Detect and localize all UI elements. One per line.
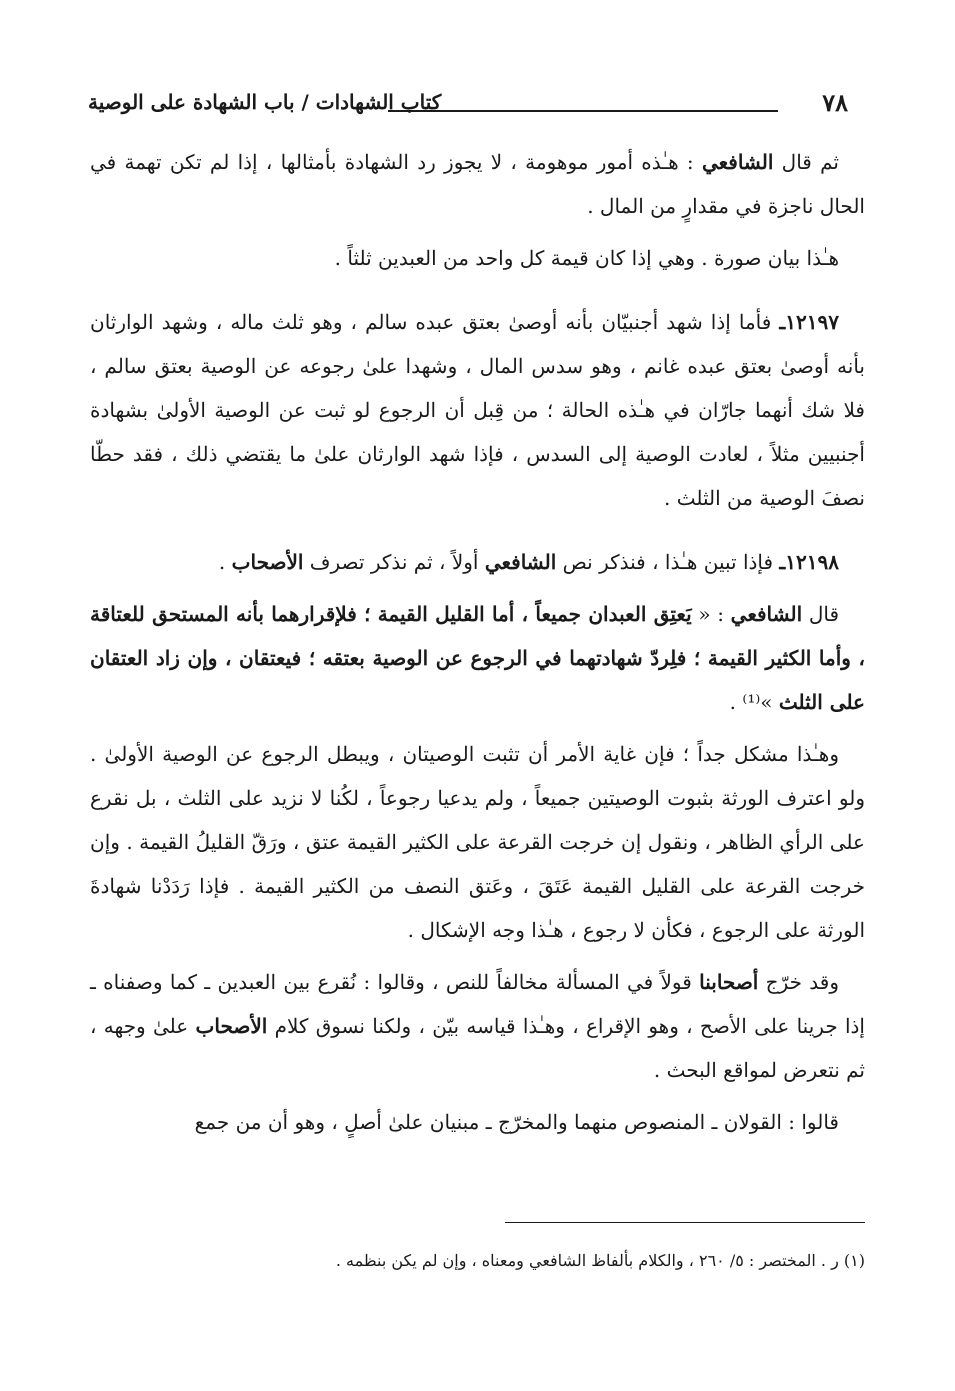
text-segment: وهـٰذا مشكل جداً ؛ فإن غاية الأمر أن تثبت الوصيتان ، ويبطل الرجوع عن الوصية الأولىٰ . ولو اعترف الورثة بثبوت الوصيتين جميعاً ، ولم يدعيا رجوعاً ، لكُنا لا نزيد على الثلث ، بل نقرع على الرأي الظاهر ، ونقول إن خرجت القرعة على الكثير القيمة عتق ، ورَقّ القليلُ القيمة . وإن خرجت القرعة على القليل القيمة عَتَقَ ، وعَتق النصف من الكثير القيمة . فإذا رَدَدْنا شهادةَ الورثة على الرجوع ، فكأن لا رجوع ، هـٰذا وجه الإشكال .: [90, 742, 865, 942]
text-segment: »⁽¹⁾ .: [729, 690, 779, 714]
footnote-rule: [505, 1222, 865, 1223]
paragraph: [90, 236, 865, 280]
text-segment: فإذا تبين هـٰذا ، فنذكر نص: [556, 550, 780, 574]
text-segment: أولاً ، ثم نذكر تصرف: [303, 550, 485, 574]
paragraph-number: ١٢١٩٧ـ: [779, 310, 839, 334]
bold-text: الأصحاب: [195, 1014, 268, 1038]
running-title: كتاب الشهادات / باب الشهادة على الوصية: [88, 90, 442, 114]
bold-text: الشافعي: [730, 602, 803, 626]
paragraph: [90, 140, 865, 228]
paragraph: [90, 1100, 865, 1144]
text-segment: علىٰ وجهه ، ثم نتعرض لمواقع البحث .: [90, 1014, 865, 1082]
paragraph: [90, 960, 865, 1092]
bold-text: الأصحاب: [231, 550, 304, 574]
bold-text: الشافعي: [484, 550, 557, 574]
header-rule: [388, 110, 778, 112]
bold-text: يَعتِق العبدان جميعاً ، أما القليل القيمة ؛ فلإقرارهما بأنه المستحق للعتاقة ، وأما الكثير القيمة ؛ فلِردّ شهادتهما في الرجوع عن الوصية بعتقه ؛ فيعتقان ، وإن زاد العتقان على الثلث: [90, 602, 865, 714]
main-text: [90, 140, 865, 1152]
page-header: [88, 86, 848, 122]
bold-text: الشافعي: [701, 150, 774, 174]
numbered-paragraph: [90, 540, 865, 584]
text-segment: قال: [802, 602, 840, 626]
paragraph: [90, 592, 865, 724]
bold-text: أصحابنا: [699, 970, 759, 994]
footnote-marker: (١): [843, 1251, 865, 1270]
text-segment: : «: [691, 602, 731, 626]
numbered-paragraph: [90, 300, 865, 520]
text-segment: قولاً في المسألة مخالفاً للنص ، وقالوا : نُقرع بين العبدين ـ كما وصفناه ـ إذا جرينا على الأصح ، وهو الإقراع ، وهـٰذا قياسه بيّن ، ولكنا نسوق كلام: [90, 970, 865, 1038]
text-segment: .: [218, 550, 232, 574]
footnote: [90, 1248, 865, 1274]
text-segment: ثم قال: [773, 150, 839, 174]
page-number: ٧٨: [822, 88, 848, 117]
text-segment: : هـٰذه أمور موهومة ، لا يجوز رد الشهادة بأمثالها ، إذا لم تكن تهمة في الحال ناجزة في مقدارٍ من المال .: [90, 150, 865, 218]
paragraph: [90, 732, 865, 952]
text-segment: قالوا : القولان ـ المنصوص منهما والمخرّج ـ مبنيان علىٰ أصلٍ ، وهو أن من جمع: [194, 1110, 839, 1134]
text-segment: هـٰذا بيان صورة . وهي إذا كان قيمة كل واحد من العبدين ثلثاً .: [334, 246, 839, 270]
paragraph-number: ١٢١٩٨ـ: [779, 550, 839, 574]
text-segment: وقد خرّج: [758, 970, 839, 994]
text-segment: فأما إذا شهد أجنبيّان بأنه أوصىٰ بعتق عبده سالم ، وهو ثلث ماله ، وشهد الوارثان بأنه أوصىٰ بعتق عبده غانم ، وهو سدس المال ، وشهدا علىٰ رجوعه عن الوصية بعتق سالم ، فلا شك أنهما جارّان في هـٰذه الحالة ؛ من قِبل أن الرجوع لو ثبت عن الوصية الأولىٰ بشهادة أجنبيين مثلاً ، لعادت الوصية إلى السدس ، فإذا شهد الوارثان علىٰ ما يقتضي ذلك ، فقد حطّا نصفَ الوصية من الثلث .: [90, 310, 865, 510]
footnote-text: ر . المختصر : ٥/ ٢٦٠ ، والكلام بألفاظ الشافعي ومعناه ، وإن لم يكن بنظمه .: [335, 1251, 839, 1270]
